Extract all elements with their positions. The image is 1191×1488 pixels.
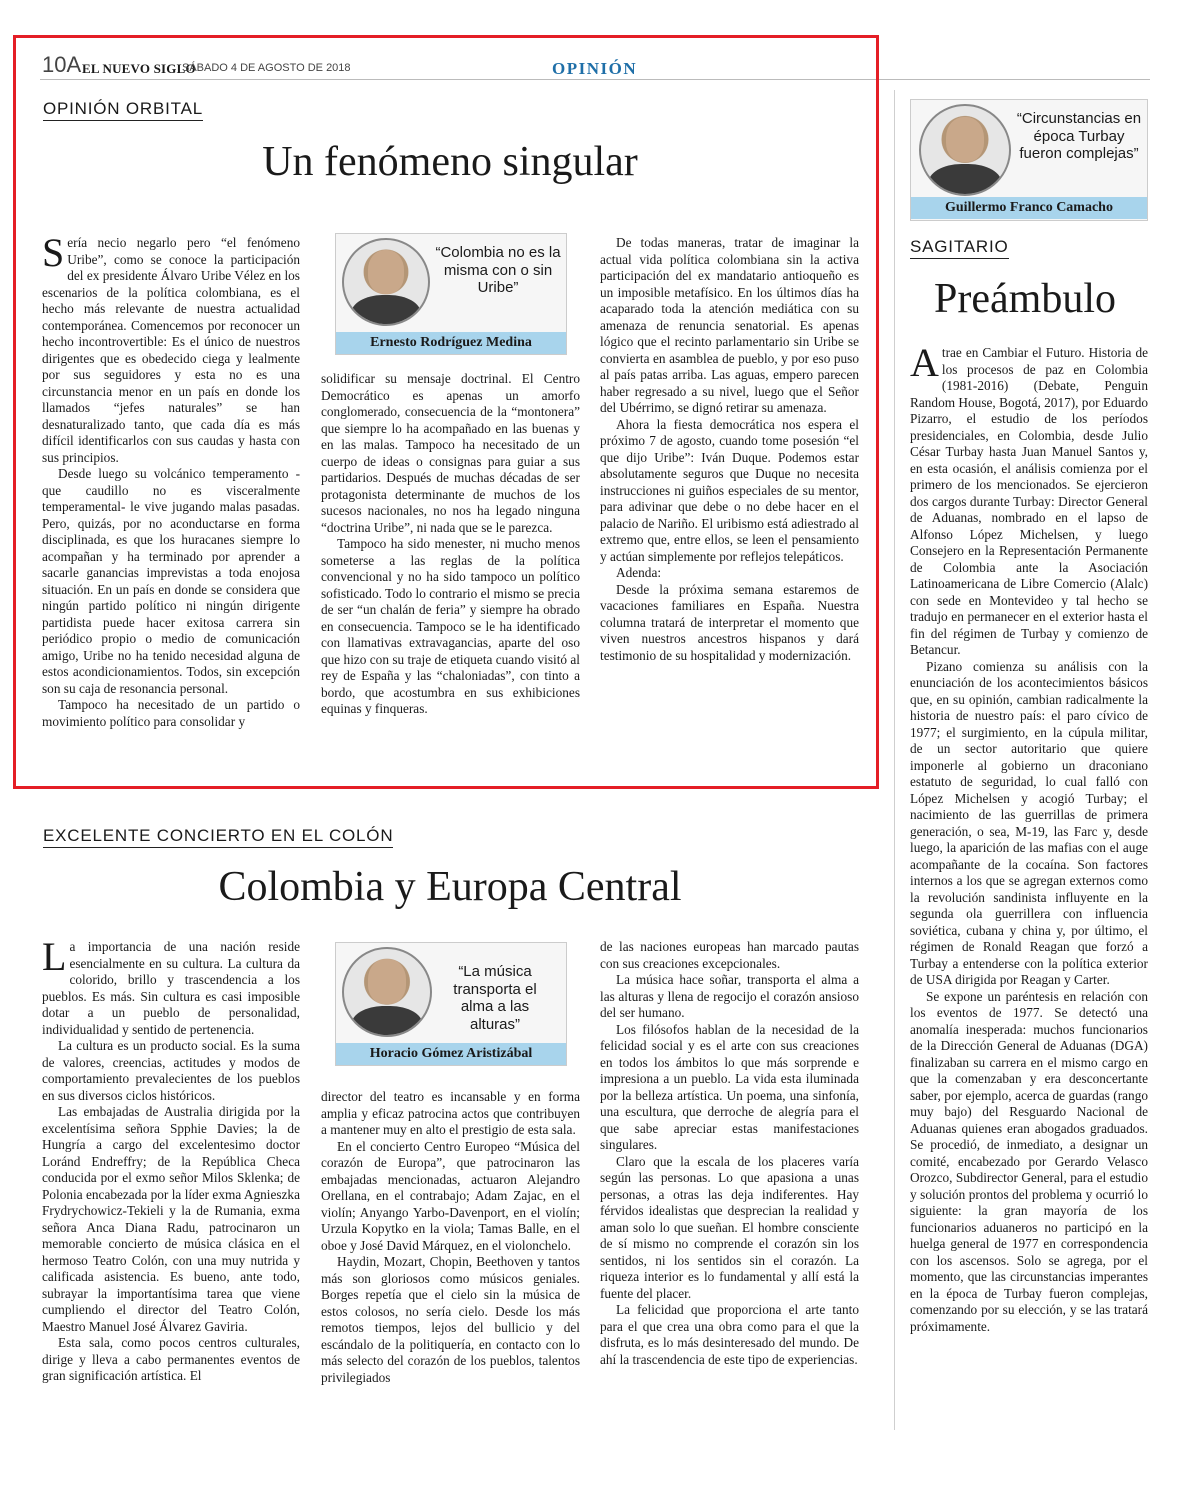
issue-date: SÁBADO 4 DE AGOSTO DE 2018 bbox=[182, 62, 351, 74]
paragraph: La música hace soñar, transporta el alma a las alturas y llena de regocijo el corazón ansioso del ser humano. bbox=[600, 972, 859, 1020]
paragraph: Haydin, Mozart, Chopin, Beethoven y tantos más son gloriosos como músicos geniales. Borges repetía que el cielo sin la música de estos colosos, no sería cielo. Desde los más remotos tiempos, lejos del bullicio y del escándalo de la politiquería, en contacto con lo más selecto del corazón de los pueblos, talentos privilegiados bbox=[321, 1254, 580, 1385]
paragraph: Ahora la fiesta democrática nos espera el próximo 7 de agosto, cuando tome posesión “el que dijo Uribe”: Iván Duque. Podemos estar absolutamente seguros que Duque no necesita instrucciones ni guiños especiales de su mentor, para adivinar que debe o no debe hacer en el palacio de Nariño. El uribismo está adiestrado al extremo que, entre ellos, se leen el pensamiento y actúan simplemente por reflejos telepáticos. bbox=[600, 416, 859, 564]
article1-column-3 bbox=[600, 235, 859, 760]
paragraph: Tampoco ha necesitado de un partido o movimiento político para consolidar y bbox=[42, 697, 300, 729]
paragraph: En el concierto Centro Europeo “Música del corazón de Europa”, que patrocinaron las embajadas mencionadas, actuaron Alejandro Orellana, en el contrabajo; Adam Zajac, en el violín; Anyango Yarbo-Davenport, en el violín; Urzula Kopytko en la viola; Tamas Balle, en el oboe y José David Márquez, en el violonchelo. bbox=[321, 1138, 580, 1253]
paragraph: Desde la próxima semana estaremos de vacaciones familiares en España. Nuestra columna tratará de interpretar el momento que viven nuestros ancestros hispanos y dará testimonio de su hospitalidad y modernización. bbox=[600, 581, 859, 663]
paragraph: Las embajadas de Australia dirigida por la excelentísima señora Spphie Davies; la de Hungría a cargo del excelentesimo doctor Loránd Endreffry; de la República Checa conducida por el exmo señor Milos Sklenka; de Polonia encabezada por la líder exma Agnieszka Frydrychowicz-Tekieli y la de Rumania, exma señora Anca Diana Radu, patrocinaron un memorable concierto de música clásica en el hermoso Teatro Colón, con una muy nutrida y calificada asistencia. Es bueno, ante todo, subrayar la importantísima tarea que viene cumpliendo el director del Teatro Colón, Maestro Manuel José Álvarez Gaviria. bbox=[42, 1104, 300, 1334]
pull-quote: “Colombia no es la misma con o sin Uribe” bbox=[435, 244, 561, 296]
paragraph: Adenda: bbox=[616, 565, 662, 580]
author-photo bbox=[342, 947, 432, 1037]
article2-column-3 bbox=[600, 939, 859, 1439]
paragraph: ería necio negarlo pero “el fenómeno Uribe”, como se conoce la participación del ex presidente Álvaro Uribe Vélez en los escenarios de la política colombiana, es el hecho más relevante de nuestra actualidad contemporánea. Comencemos por reconocer un hecho incontrovertible: Es el único de nuestros dirigentes que es obedecido ciega y lealmente por sus seguidores y esta no es una circunstancia menor en un país en donde los llamados “jefes naturales” se han desnaturalizado tanto, que cada día es más difícil identificarlos con sus caudas y hasta con sus principios. bbox=[42, 235, 300, 465]
author-byline: Ernesto Rodríguez Medina bbox=[336, 332, 566, 354]
author-photo bbox=[919, 104, 1011, 196]
article2-drop-cap: L bbox=[42, 939, 67, 979]
article1-author-box bbox=[335, 233, 567, 355]
article2-column-2 bbox=[321, 1089, 580, 1441]
article2-headline: Colombia y Europa Central bbox=[218, 864, 682, 910]
section-title: OPINIÓN bbox=[552, 59, 638, 78]
author-byline: Horacio Gómez Aristizábal bbox=[336, 1043, 566, 1065]
page-number: 10A bbox=[42, 52, 82, 77]
paragraph: Claro que la escala de los placeres varía según las personas. Lo que apasiona a unas personas, a otras las deja indiferentes. Hay férvidos idealistas que desprecian la realidad y aman solo lo que sueñan. El hombre consciente de sí mismo no comprende el corazón sin los sentidos, ni los sentidos sin el corazón. La riqueza interior es lo fundamental y allí está la fuente del placer. bbox=[600, 1153, 859, 1301]
article1-headline: Un fenómeno singular bbox=[262, 139, 638, 185]
paragraph: solidificar su mensaje doctrinal. El Centro Democrático es apenas un amorfo conglomerado, consecuencia de la “montonera” que siempre lo ha acompañado en las buenas y en las malas. Tampoco ha necesitado de un cuerpo de ideas o consignas para guiar a sus partidarios. Después de muchas décadas de ser protagonista determinante de muchos de los sucesos nacionales, no nos ha legado ninguna “doctrina Uribe”, ni nada que se le parezca. bbox=[321, 371, 580, 535]
paragraph: director del teatro es incansable y en forma amplia y eficaz patrocina actos que contribuyen a mantener muy en alto el prestigio de esta sala. bbox=[321, 1089, 580, 1137]
article1-kicker: OPINIÓN ORBITAL bbox=[43, 99, 203, 121]
paragraph: trae en Cambiar el Futuro. Historia de los procesos de paz en Colombia (1981-2016) (Debate, Penguin Random House, Bogotá, 2017), por Eduardo Pizarro, el estudio de los períodos presidenciales, en Colombia, desde Julio César Turbay hasta Juan Manuel Santos y, en esta ocasión, el análisis comienza por el primero de los mencionados. Se ejercieron dos cargos durante Turbay: Director General de Aduanas, nombrado en el lapso de Alfonso López Michelsen, y luego Consejero en la Representación Permanente de Colombia ante la Asociación Latinoamericana de Libre Comercio (Alalc) con sede en Montevideo y tal hecho se tradujo en permanecer en el exterior hasta el fin del régimen de Turbay y comienzo de Betancur. bbox=[910, 345, 1148, 657]
author-byline: Guillermo Franco Camacho bbox=[911, 197, 1147, 219]
paragraph: Pizano comienza su análisis con la enunciación de los acontecimientos básicos que, en su opinión, cambian radicalmente la historia de nuestro país: el paro cívico de 1977; el surgimiento, en la cúpula militar, de un sector autoritario que quiere imponerle al gobierno un draconiano estatuto de seguridad, lo cual falló con López Michelsen y acogió Turbay; el nacimiento de las guerrillas de primera generación, o sea, M-19, las Farc y, desde luego, la aparición de las mafias con el auge acompañante de la cocaína. Son factores internos a los que se agregan externos como la revolución sandinista influyente en la segunda ola guerrillera con influencia soviética, cubana y china y, por último, el régimen de Ronald Reagan que forzó a Turbay a entenderse con la política exterior de USA dirigida por Reagan y Carter. bbox=[910, 658, 1148, 987]
paragraph: Tampoco ha sido menester, ni mucho menos someterse a las reglas de la política convencional y no ha sido tampoco un político sofisticado. Todo lo contrario el mismo se precia de ser “un chalán de feria” y siempre ha obrado en consecuencia. Tampoco se le ha identificado con llamativas extravagancias, aparte del oso que hizo con su traje de etiqueta cuando visitó al rey de España y las “chaloniadas”, con tinto a bordo, que acostumbra en sus exhibiciones equinas y finqueras. bbox=[321, 536, 580, 716]
article3-drop-cap: A bbox=[910, 345, 939, 385]
article2-author-box bbox=[335, 942, 567, 1066]
author-photo bbox=[342, 238, 430, 326]
article3-kicker: SAGITARIO bbox=[910, 237, 1009, 259]
pull-quote: “Circunstancias en época Turbay fueron complejas” bbox=[1016, 110, 1142, 162]
article1-drop-cap: S bbox=[42, 235, 65, 275]
paragraph: a importancia de una nación reside esencialmente en su cultura. La cultura da colorido, brillo y trascendencia a los pueblos. Es más. Sin cultura es casi imposible dotar a un pueblo de personalidad, individualidad y sentido de pertenencia. bbox=[42, 939, 300, 1037]
pull-quote: “La música transporta el alma a las alturas” bbox=[453, 963, 537, 1033]
article1-column-1 bbox=[42, 235, 300, 755]
paragraph: Desde luego su volcánico temperamento -que caudillo no es visceralmente temperamental- le vive jugando malas pasadas. Pero, quizás, por no aconductarse en forma disciplinada, es que los huracanes siempre lo acompañan y ha terminado por aprender a sacarle ganancias imprevistas a toda enojosa situación. En un país en donde se considera que ningún partido político ni ningún dirigente partidista puede hacer exitosa carrera sin periódico propio o medio de comunicación amigo, Uribe no ha tenido necesidad alguna de estos acondicionamientos. Todos, sin excepción son su caja de resonancia personal. bbox=[42, 466, 300, 696]
column-divider bbox=[894, 90, 895, 1430]
paragraph: Los filósofos hablan de la necesidad de la felicidad social y es el arte con sus creaciones en todos los ámbitos lo que más sorprende e impresiona a un pueblo. La vida esta iluminada por la belleza artística. Un poema, una sinfonía, una escultura, que derroche de alegría para el que sabe apreciar estas manifestaciones singulares. bbox=[600, 1021, 859, 1152]
paragraph: Esta sala, como pocos centros culturales, dirige y lleva a cabo permanentes eventos de gran significación artística. El bbox=[42, 1335, 300, 1383]
paragraph: De todas maneras, tratar de imaginar la actual vida política colombiana sin la activa participación del ex mandatario antioqueño es un imposible metafísico. En los últimos días ha acaparado toda la atención mediática con su amenaza de renuncia senatorial. Es apenas lógico que el recinto parlamentario sin Uribe se convierta en asamblea de pueblo, y por eso puso al país patas arriba. Las aguas, empero parecen haber regresado a su nivel, luego que el Señor del Ubérrimo, se dignó retirar su amenaza. bbox=[600, 235, 859, 415]
article2-column-1 bbox=[42, 939, 300, 1439]
paragraph: La cultura es un producto social. Es la suma de valores, creencias, actitudes y modos de comportamiento prevalecientes de los pueblos en sus diversos ciclos históricos. bbox=[42, 1038, 300, 1103]
article3-column bbox=[910, 345, 1148, 1443]
paragraph: La felicidad que proporciona el arte tanto para el que crea una obra como para el que la disfruta, es lo más desinteresado del mundo. De ahí la trascendencia de este tipo de experiencias. bbox=[600, 1302, 859, 1367]
newspaper-name: EL NUEVO SIGLO bbox=[82, 61, 196, 76]
article2-kicker: EXCELENTE CONCIERTO EN EL COLÓN bbox=[43, 826, 393, 848]
article3-author-box bbox=[910, 99, 1148, 221]
article1-column-2 bbox=[321, 371, 580, 761]
paragraph: de las naciones europeas han marcado pautas con sus creaciones excepcionales. bbox=[600, 939, 859, 971]
paragraph: Se expone un paréntesis en relación con los eventos de 1977. Se detectó una anomalía inesperada: muchos funcionarios de la Dirección General de Aduanas (DGA) finalizaban su carrera en el mismo cargo en que la comenzaban y era desconcertante saber, por ejemplo, acerca de guardas (rango muy bajo) del Resguardo Nacional de Aduanas quienes eran abogados graduados. Se procedió, de inmediato, a designar un comité, encabezado por Gerardo Velasco Orozco, Subdirector General, para el estudio y solución prontos del problema y ocurrió lo siguiente: la gran mayoría de los funcionarios aduaneros no participó en la huelga general de 1977 en correspondencia con los ascensos. Solo se agrega, por el momento, que las circunstancias imperantes en la época de Turbay fueron complejas, comenzando por su elección, y se las tratará próximamente. bbox=[910, 988, 1148, 1334]
article3-headline: Preámbulo bbox=[934, 276, 1116, 322]
